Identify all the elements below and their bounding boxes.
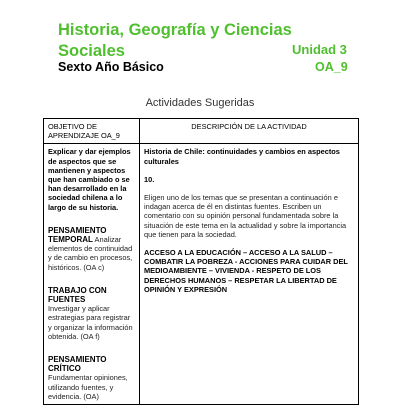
unit-label: Unidad 3 xyxy=(292,42,347,57)
skill-title: PENSAMIENTO TEMPORAL xyxy=(48,225,107,245)
skill-temporal xyxy=(48,226,135,272)
table-row xyxy=(44,144,359,405)
activity-title: Historia de Chile: continuidades y cambios en aspectos culturales xyxy=(144,147,340,166)
subject-title: Historia, Geografía y Ciencias Sociales xyxy=(58,21,292,60)
section-title: Actividades Sugeridas xyxy=(145,97,255,109)
objective-header: OBJETIVO DE APRENDIZAJE OA_9 xyxy=(44,119,140,144)
skill-desc: Investigar y aplicar estrategias para registrar y organizar la información obtenida. (OA f) xyxy=(48,304,133,341)
activity-topics: ACCESO A LA EDUCACIÓN – ACCESO A LA SALUD – COMBATIR LA POBREZA - ACCIONES PARA CUIDAR DEL MEDIOAMBIENTE – VIVIENDA - RESPETO DE LOS DERECHOS HUMANOS – RESPETAR LA LIBERTAD DE OPINIÓN Y EXPRESIÓN xyxy=(144,248,348,294)
oa-code-label: OA_9 xyxy=(315,60,348,74)
skill-desc: Fundamentar opiniones, utilizando fuentes, y evidencia. (OA) xyxy=(48,373,128,401)
activity-instructions: Eligen uno de los temas que se presentan a continuación e indagan acerca de él en distintas fuentes. Escriben un comentario con su opinión personal fundamentada sobre la situación de este tema en la actualidad y sobre la importancia que tienen para la sociedad. xyxy=(144,193,347,239)
skill-sources xyxy=(48,286,135,341)
table-header-row xyxy=(44,119,359,144)
skill-desc: Analizar elementos de continuidad y de cambio en procesos, históricos. (OA c) xyxy=(48,235,133,272)
description-header: DESCRIPCIÓN DE LA ACTIVIDAD xyxy=(140,119,359,144)
activity-cell xyxy=(140,144,359,405)
skill-title: PENSAMIENTO CRÍTICO xyxy=(48,355,107,374)
grade-label: Sexto Año Básico xyxy=(58,60,164,74)
skill-critical xyxy=(48,355,135,401)
objective-cell xyxy=(44,144,140,405)
activity-number: 10. xyxy=(144,174,155,184)
activities-table xyxy=(43,118,359,405)
objective-text: Explicar y dar ejemplos de aspectos que se mantienen y aspectos que han cambiado o se han desarrollado en la sociedad chilena a lo largo de su historia. xyxy=(48,147,131,212)
skill-title: TRABAJO CON FUENTES xyxy=(48,285,107,305)
